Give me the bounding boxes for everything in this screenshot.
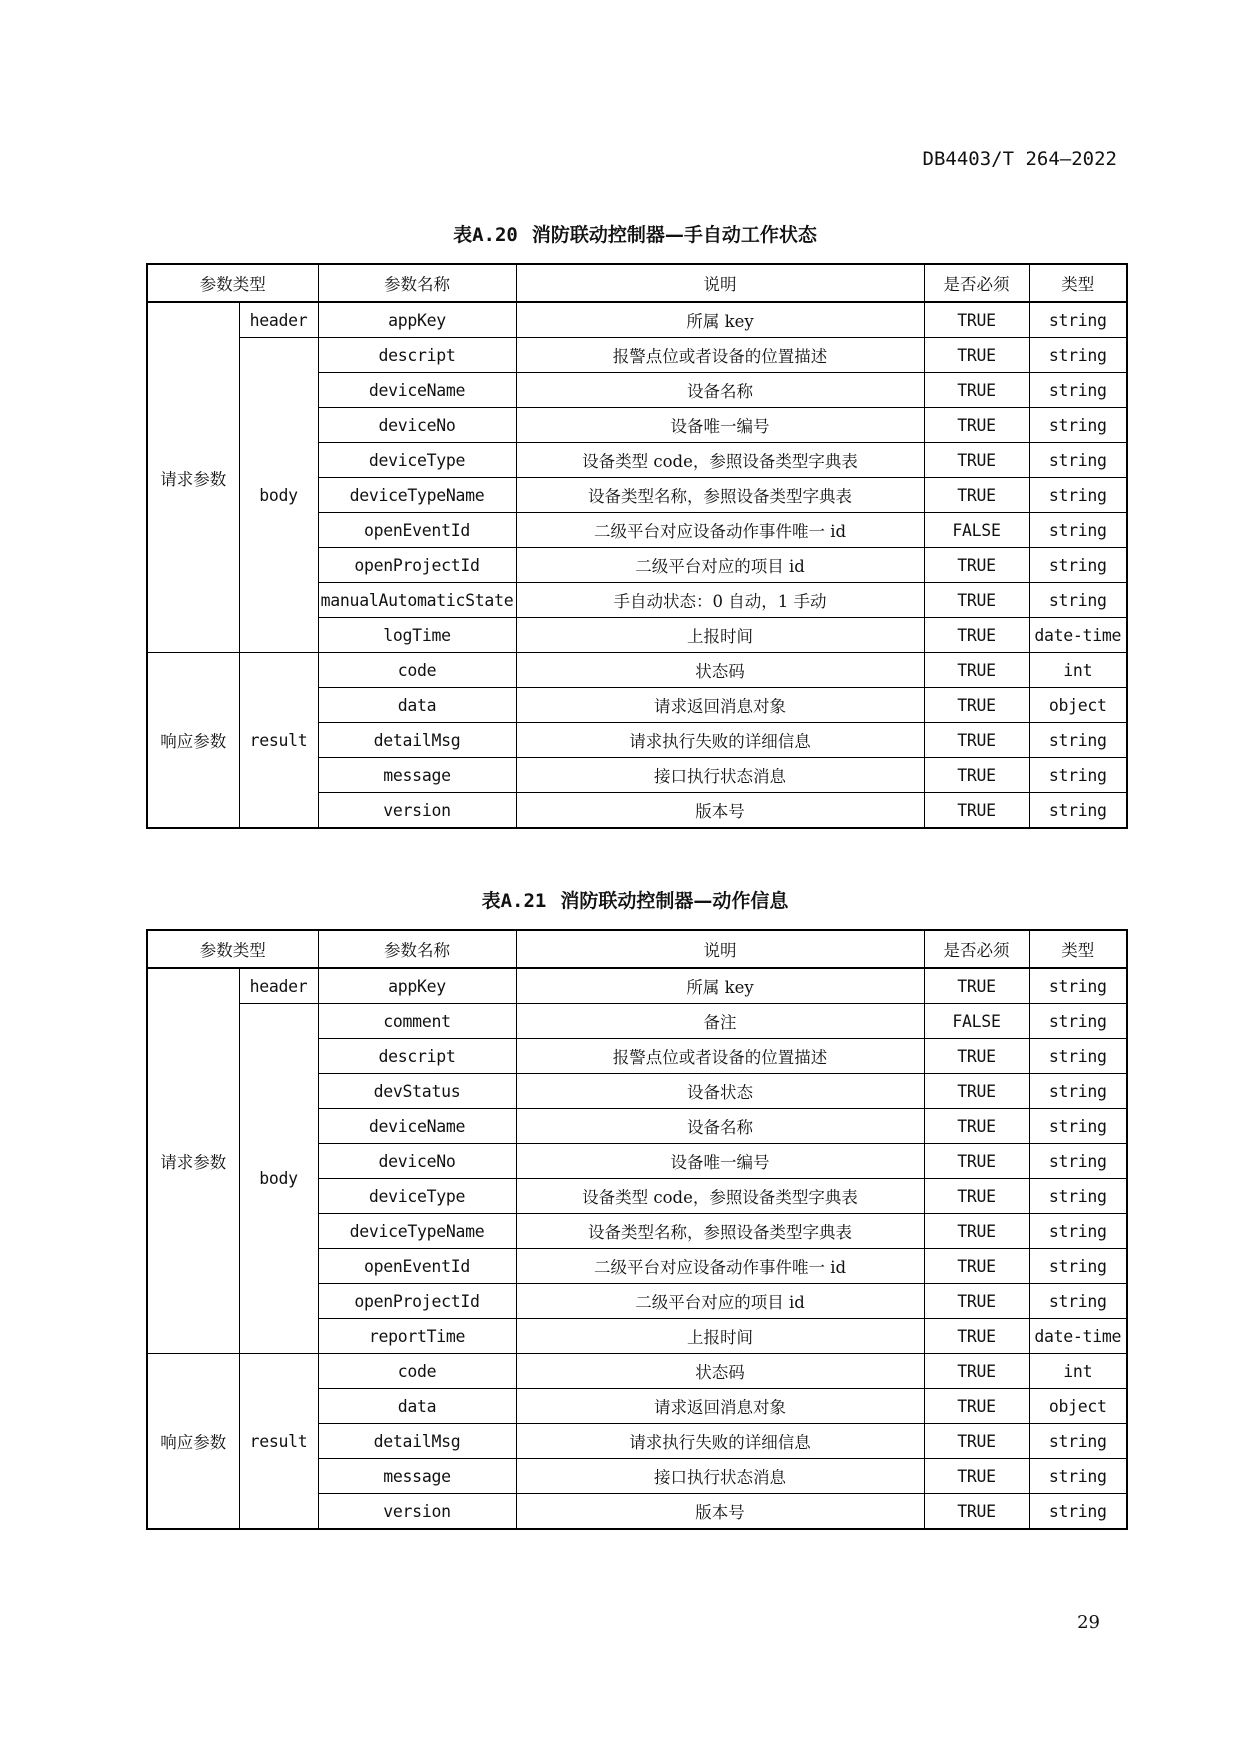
param-name-cell: openEventId <box>318 1249 516 1284</box>
param-required-cell: TRUE <box>924 723 1029 758</box>
param-type-cell: string <box>1029 1459 1127 1494</box>
param-description-cell: 上报时间 <box>516 1319 924 1354</box>
param-description-cell: 备注 <box>516 1004 924 1039</box>
param-required-cell: TRUE <box>924 338 1029 373</box>
column-header: 参数名称 <box>318 930 516 968</box>
param-description-cell: 状态码 <box>516 653 924 688</box>
param-required-cell: TRUE <box>924 688 1029 723</box>
param-description-cell: 设备类型名称，参照设备类型字典表 <box>516 478 924 513</box>
param-required-cell: TRUE <box>924 1179 1029 1214</box>
param-section-cell: result <box>239 1354 318 1530</box>
param-required-cell: TRUE <box>924 478 1029 513</box>
table-row <box>147 338 1127 373</box>
param-section-cell: body <box>239 338 318 653</box>
param-description-cell: 请求返回消息对象 <box>516 1389 924 1424</box>
param-required-cell: TRUE <box>924 1144 1029 1179</box>
param-required-cell: TRUE <box>924 583 1029 618</box>
table-header-row <box>147 930 1127 968</box>
param-name-cell: deviceNo <box>318 408 516 443</box>
param-type-cell: string <box>1029 1109 1127 1144</box>
param-name-cell: code <box>318 653 516 688</box>
param-type-cell: string <box>1029 338 1127 373</box>
param-name-cell: deviceName <box>318 1109 516 1144</box>
param-group-cell: 请求参数 <box>147 968 239 1354</box>
table-a21-caption-title: 消防联动控制器—动作信息 <box>560 890 789 912</box>
param-required-cell: TRUE <box>924 793 1029 829</box>
param-name-cell: deviceType <box>318 1179 516 1214</box>
param-type-cell: string <box>1029 1424 1127 1459</box>
param-required-cell: TRUE <box>924 443 1029 478</box>
param-name-cell: code <box>318 1354 516 1389</box>
param-name-cell: comment <box>318 1004 516 1039</box>
table-row <box>147 968 1127 1004</box>
param-name-cell: logTime <box>318 618 516 653</box>
param-description-cell: 二级平台对应设备动作事件唯一 id <box>516 1249 924 1284</box>
param-required-cell: TRUE <box>924 1109 1029 1144</box>
param-type-cell: string <box>1029 723 1127 758</box>
param-required-cell: TRUE <box>924 548 1029 583</box>
param-name-cell: version <box>318 1494 516 1530</box>
table-a20 <box>146 263 1128 829</box>
param-name-cell: deviceTypeName <box>318 1214 516 1249</box>
param-description-cell: 请求执行失败的详细信息 <box>516 723 924 758</box>
param-required-cell: TRUE <box>924 1424 1029 1459</box>
table-a21-caption <box>146 886 1124 913</box>
param-description-cell: 接口执行状态消息 <box>516 758 924 793</box>
param-description-cell: 版本号 <box>516 1494 924 1530</box>
param-name-cell: reportTime <box>318 1319 516 1354</box>
param-required-cell: TRUE <box>924 1214 1029 1249</box>
param-name-cell: deviceTypeName <box>318 478 516 513</box>
column-header: 参数名称 <box>318 264 516 302</box>
param-required-cell: TRUE <box>924 1284 1029 1319</box>
param-type-cell: date-time <box>1029 1319 1127 1354</box>
param-type-cell: string <box>1029 1074 1127 1109</box>
param-required-cell: TRUE <box>924 302 1029 338</box>
param-description-cell: 报警点位或者设备的位置描述 <box>516 1039 924 1074</box>
page-number: 29 <box>1077 1612 1100 1633</box>
param-type-cell: string <box>1029 1494 1127 1530</box>
table-a21-caption-number: 表A.21 <box>481 890 547 912</box>
param-type-cell: object <box>1029 1389 1127 1424</box>
param-description-cell: 设备类型名称，参照设备类型字典表 <box>516 1214 924 1249</box>
param-type-cell: string <box>1029 302 1127 338</box>
column-header: 类型 <box>1029 264 1127 302</box>
param-type-cell: string <box>1029 793 1127 829</box>
param-required-cell: TRUE <box>924 373 1029 408</box>
param-type-cell: string <box>1029 443 1127 478</box>
param-description-cell: 接口执行状态消息 <box>516 1459 924 1494</box>
table-a20-caption <box>146 220 1124 247</box>
param-name-cell: devStatus <box>318 1074 516 1109</box>
param-description-cell: 请求返回消息对象 <box>516 688 924 723</box>
param-required-cell: TRUE <box>924 1354 1029 1389</box>
table-row <box>147 1004 1127 1039</box>
column-header: 说明 <box>516 930 924 968</box>
param-required-cell: TRUE <box>924 1249 1029 1284</box>
param-name-cell: openEventId <box>318 513 516 548</box>
param-type-cell: string <box>1029 1249 1127 1284</box>
column-header: 类型 <box>1029 930 1127 968</box>
table-a20-caption-title: 消防联动控制器—手自动工作状态 <box>531 224 817 246</box>
param-name-cell: data <box>318 1389 516 1424</box>
param-description-cell: 二级平台对应设备动作事件唯一 id <box>516 513 924 548</box>
param-name-cell: detailMsg <box>318 723 516 758</box>
param-type-cell: string <box>1029 513 1127 548</box>
param-required-cell: TRUE <box>924 408 1029 443</box>
param-group-cell: 响应参数 <box>147 1354 239 1530</box>
param-description-cell: 所属 key <box>516 302 924 338</box>
param-description-cell: 设备类型 code，参照设备类型字典表 <box>516 1179 924 1214</box>
column-header: 参数类型 <box>147 264 318 302</box>
param-description-cell: 版本号 <box>516 793 924 829</box>
param-description-cell: 状态码 <box>516 1354 924 1389</box>
param-required-cell: TRUE <box>924 1319 1029 1354</box>
param-description-cell: 二级平台对应的项目 id <box>516 1284 924 1319</box>
param-type-cell: date-time <box>1029 618 1127 653</box>
table-a20-caption-number: 表A.20 <box>453 224 518 246</box>
param-required-cell: TRUE <box>924 1459 1029 1494</box>
param-group-cell: 响应参数 <box>147 653 239 829</box>
column-header: 参数类型 <box>147 930 318 968</box>
param-type-cell: int <box>1029 1354 1127 1389</box>
param-section-cell: header <box>239 302 318 338</box>
table-row <box>147 653 1127 688</box>
param-description-cell: 设备名称 <box>516 373 924 408</box>
param-description-cell: 上报时间 <box>516 618 924 653</box>
param-section-cell: result <box>239 653 318 829</box>
param-description-cell: 设备名称 <box>516 1109 924 1144</box>
param-name-cell: deviceName <box>318 373 516 408</box>
param-description-cell: 手自动状态：0 自动，1 手动 <box>516 583 924 618</box>
table-row <box>147 302 1127 338</box>
param-type-cell: string <box>1029 1039 1127 1074</box>
param-section-cell: body <box>239 1004 318 1354</box>
param-type-cell: string <box>1029 1284 1127 1319</box>
param-description-cell: 设备唯一编号 <box>516 1144 924 1179</box>
param-type-cell: string <box>1029 968 1127 1004</box>
param-description-cell: 报警点位或者设备的位置描述 <box>516 338 924 373</box>
param-required-cell: TRUE <box>924 1039 1029 1074</box>
param-required-cell: FALSE <box>924 513 1029 548</box>
table-header-row <box>147 264 1127 302</box>
param-name-cell: descript <box>318 338 516 373</box>
param-required-cell: TRUE <box>924 1494 1029 1530</box>
param-name-cell: manualAutomaticState <box>318 583 516 618</box>
param-description-cell: 设备状态 <box>516 1074 924 1109</box>
param-name-cell: detailMsg <box>318 1424 516 1459</box>
param-required-cell: TRUE <box>924 653 1029 688</box>
column-header: 说明 <box>516 264 924 302</box>
param-name-cell: deviceNo <box>318 1144 516 1179</box>
param-type-cell: string <box>1029 548 1127 583</box>
param-type-cell: string <box>1029 1004 1127 1039</box>
param-type-cell: int <box>1029 653 1127 688</box>
param-required-cell: TRUE <box>924 1389 1029 1424</box>
document-code: DB4403/T 264—2022 <box>922 148 1117 170</box>
param-type-cell: string <box>1029 1144 1127 1179</box>
param-type-cell: string <box>1029 583 1127 618</box>
param-required-cell: TRUE <box>924 1074 1029 1109</box>
param-type-cell: string <box>1029 478 1127 513</box>
column-header: 是否必须 <box>924 930 1029 968</box>
param-description-cell: 设备类型 code，参照设备类型字典表 <box>516 443 924 478</box>
column-header: 是否必须 <box>924 264 1029 302</box>
param-required-cell: FALSE <box>924 1004 1029 1039</box>
param-type-cell: string <box>1029 1214 1127 1249</box>
param-group-cell: 请求参数 <box>147 302 239 653</box>
param-name-cell: message <box>318 758 516 793</box>
param-section-cell: header <box>239 968 318 1004</box>
table-row <box>147 1354 1127 1389</box>
param-name-cell: openProjectId <box>318 1284 516 1319</box>
param-name-cell: openProjectId <box>318 548 516 583</box>
param-name-cell: message <box>318 1459 516 1494</box>
param-description-cell: 所属 key <box>516 968 924 1004</box>
table-a21 <box>146 929 1128 1530</box>
param-name-cell: descript <box>318 1039 516 1074</box>
param-name-cell: version <box>318 793 516 829</box>
param-name-cell: appKey <box>318 302 516 338</box>
param-type-cell: string <box>1029 1179 1127 1214</box>
param-type-cell: string <box>1029 373 1127 408</box>
param-name-cell: deviceType <box>318 443 516 478</box>
param-description-cell: 二级平台对应的项目 id <box>516 548 924 583</box>
param-description-cell: 设备唯一编号 <box>516 408 924 443</box>
param-description-cell: 请求执行失败的详细信息 <box>516 1424 924 1459</box>
param-required-cell: TRUE <box>924 618 1029 653</box>
param-required-cell: TRUE <box>924 968 1029 1004</box>
param-required-cell: TRUE <box>924 758 1029 793</box>
param-name-cell: appKey <box>318 968 516 1004</box>
param-type-cell: string <box>1029 758 1127 793</box>
param-name-cell: data <box>318 688 516 723</box>
param-type-cell: object <box>1029 688 1127 723</box>
param-type-cell: string <box>1029 408 1127 443</box>
